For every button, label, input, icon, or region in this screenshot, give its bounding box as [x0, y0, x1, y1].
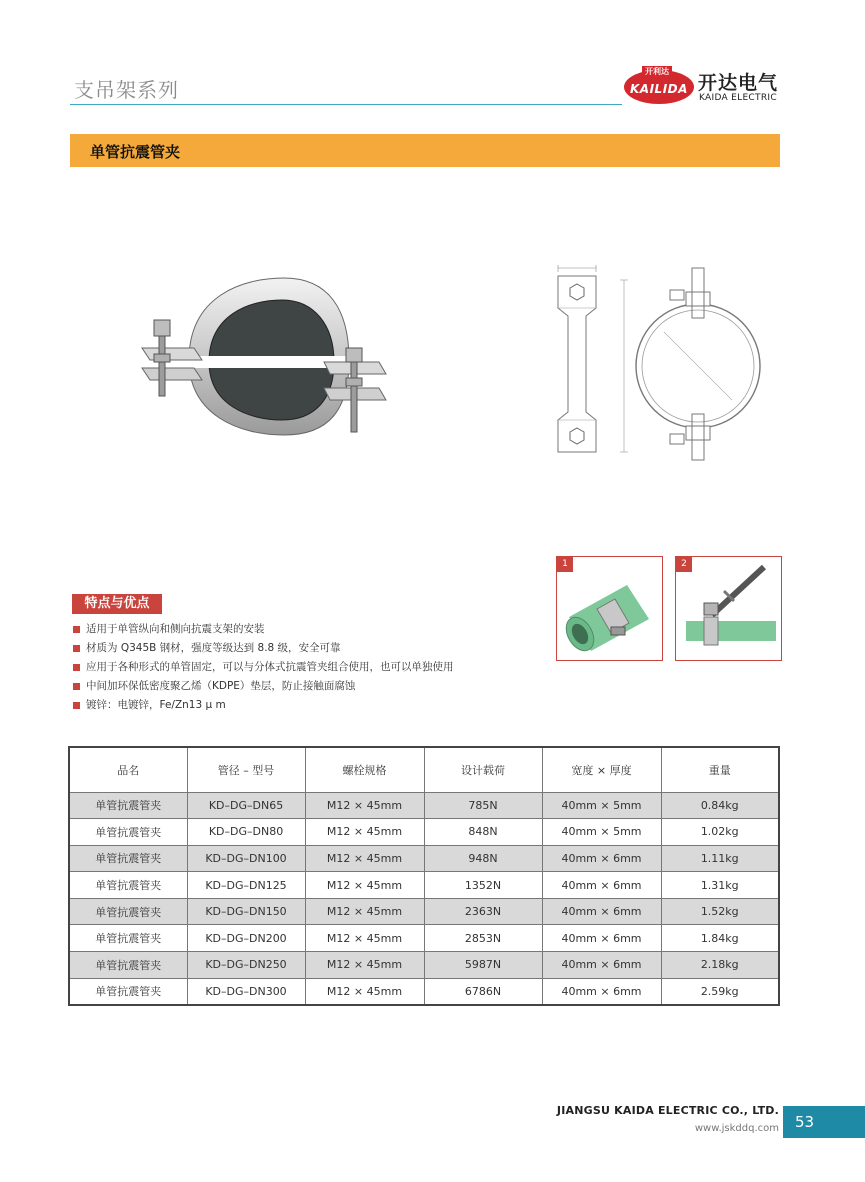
cell-name: 单管抗震管夹: [69, 872, 187, 899]
cell-bolt: M12 × 45mm: [305, 952, 424, 979]
cell-size: 40mm × 6mm: [542, 872, 661, 899]
cell-bolt: M12 × 45mm: [305, 978, 424, 1005]
feature-item: 镀锌：电镀锌，Fe/Zn13 μ m: [73, 696, 454, 715]
cell-weight: 1.31kg: [661, 872, 779, 899]
cell-model: KD–DG–DN250: [187, 952, 305, 979]
spec-table: [68, 746, 780, 1006]
clamp-front-view-drawing: [614, 262, 774, 462]
cell-name: 单管抗震管夹: [69, 792, 187, 819]
column-header: 品名: [69, 747, 187, 792]
logo-cn-name: 开达电气: [698, 72, 779, 94]
footer-company-name: JIANGSU KAIDA ELECTRIC CO., LTD.: [556, 1104, 779, 1117]
cell-model: KD–DG–DN80: [187, 819, 305, 846]
cell-load: 848N: [424, 819, 542, 846]
column-header: 重量: [661, 747, 779, 792]
table-header-row: [69, 747, 779, 792]
table-row: [69, 792, 779, 819]
cell-load: 5987N: [424, 952, 542, 979]
cell-bolt: M12 × 45mm: [305, 845, 424, 872]
table-row: [69, 845, 779, 872]
cell-weight: 1.02kg: [661, 819, 779, 846]
cell-name: 单管抗震管夹: [69, 952, 187, 979]
clamp-product-image: [134, 270, 394, 440]
cell-size: 40mm × 5mm: [542, 819, 661, 846]
column-header: 设计载荷: [424, 747, 542, 792]
feature-item: 材质为 Q345B 钢材，强度等级达到 8.8 级，安全可靠: [73, 639, 454, 658]
cell-size: 40mm × 6mm: [542, 952, 661, 979]
cell-weight: 1.52kg: [661, 898, 779, 925]
installation-photo-1: [556, 556, 663, 661]
column-header: 管径 – 型号: [187, 747, 305, 792]
features-list: [73, 620, 454, 715]
cell-load: 785N: [424, 792, 542, 819]
feature-item: 适用于单管纵向和侧向抗震支架的安装: [73, 620, 454, 639]
cell-weight: 0.84kg: [661, 792, 779, 819]
cell-weight: 1.84kg: [661, 925, 779, 952]
table-row: [69, 925, 779, 952]
pipe-clamp-photo-icon: [557, 557, 664, 662]
cell-bolt: M12 × 45mm: [305, 819, 424, 846]
logo-en-name: KAIDA ELECTRIC: [699, 93, 777, 103]
photo-number-2: 2: [676, 557, 692, 572]
cell-load: 2363N: [424, 898, 542, 925]
column-header: 螺栓规格: [305, 747, 424, 792]
page-number: 53: [783, 1106, 865, 1138]
table-row: [69, 898, 779, 925]
cell-model: KD–DG–DN125: [187, 872, 305, 899]
cell-model: KD–DG–DN200: [187, 925, 305, 952]
cell-model: KD–DG–DN150: [187, 898, 305, 925]
photo-number-1: 1: [557, 557, 573, 572]
cell-model: KD–DG–DN65: [187, 792, 305, 819]
clamp-side-view-drawing: [548, 262, 608, 462]
cell-name: 单管抗震管夹: [69, 898, 187, 925]
features-heading: 特点与优点: [72, 594, 162, 614]
cell-model: KD–DG–DN300: [187, 978, 305, 1005]
table-row: [69, 872, 779, 899]
cell-size: 40mm × 6mm: [542, 978, 661, 1005]
cell-weight: 2.59kg: [661, 978, 779, 1005]
installation-photo-2: [675, 556, 782, 661]
product-title: 单管抗震管夹: [90, 143, 181, 161]
cell-weight: 2.18kg: [661, 952, 779, 979]
logo-cn-small: 开利达: [642, 66, 672, 77]
cell-name: 单管抗震管夹: [69, 845, 187, 872]
feature-item: 中间加环保低密度聚乙烯（KDPE）垫层，防止接触面腐蚀: [73, 677, 454, 696]
cell-name: 单管抗震管夹: [69, 978, 187, 1005]
table-row: [69, 978, 779, 1005]
header-divider: [70, 104, 622, 105]
table-row: [69, 819, 779, 846]
cell-size: 40mm × 5mm: [542, 792, 661, 819]
cell-load: 948N: [424, 845, 542, 872]
cell-size: 40mm × 6mm: [542, 925, 661, 952]
cell-load: 2853N: [424, 925, 542, 952]
feature-item: 应用于各种形式的单管固定，可以与分体式抗震管夹组合使用，也可以单独使用: [73, 658, 454, 677]
cell-name: 单管抗震管夹: [69, 925, 187, 952]
cell-weight: 1.11kg: [661, 845, 779, 872]
logo-brand: KAILIDA: [630, 82, 688, 96]
cell-bolt: M12 × 45mm: [305, 792, 424, 819]
cell-bolt: M12 × 45mm: [305, 898, 424, 925]
series-title: 支吊架系列: [74, 78, 179, 102]
product-title-bar: [70, 134, 780, 167]
pipe-brace-photo-icon: [676, 557, 783, 662]
footer-url: www.jskddq.com: [694, 1123, 779, 1134]
column-header: 宽度 × 厚度: [542, 747, 661, 792]
cell-model: KD–DG–DN100: [187, 845, 305, 872]
cell-load: 1352N: [424, 872, 542, 899]
cell-name: 单管抗震管夹: [69, 819, 187, 846]
cell-bolt: M12 × 45mm: [305, 872, 424, 899]
cell-size: 40mm × 6mm: [542, 845, 661, 872]
cell-load: 6786N: [424, 978, 542, 1005]
table-row: [69, 952, 779, 979]
cell-size: 40mm × 6mm: [542, 898, 661, 925]
company-logo: [624, 64, 794, 108]
cell-bolt: M12 × 45mm: [305, 925, 424, 952]
